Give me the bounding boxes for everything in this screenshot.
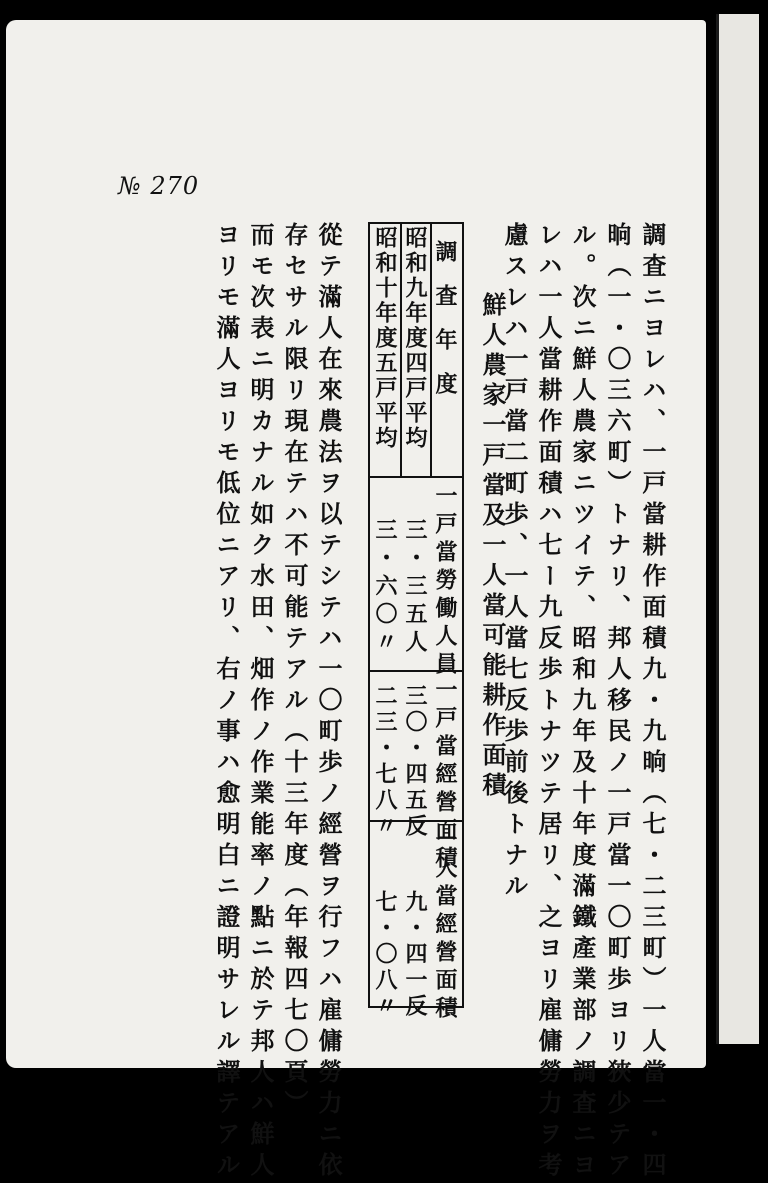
text-column: 晌（一・〇三六町）トナリ、邦人移民ノ一戸當一〇町歩ヨリ狹少テア bbox=[603, 222, 632, 1183]
table-cell: 二三・七八〃 bbox=[372, 684, 398, 840]
table-header: 一人當經營面積 bbox=[432, 828, 458, 1024]
table-cell: 三〇・四五反 bbox=[402, 684, 428, 840]
table-cell: 昭和九年度四戸平均 bbox=[402, 226, 428, 451]
table-caption: 鮮人農家一戸當及一人當可能耕作面積 bbox=[478, 292, 507, 802]
data-table bbox=[368, 222, 464, 1024]
table-cell: 七・〇八〃 bbox=[372, 890, 398, 1020]
table-rule bbox=[370, 476, 462, 478]
text-column: ヨリモ滿人ヨリモ低位ニアリ、右ノ事ハ愈明白ニ證明サレル譯テアル bbox=[212, 222, 241, 1183]
text-column: 慮スレハ一戸當二町歩、一人當七反歩前後トナル bbox=[500, 222, 529, 904]
text-column: 而モ次表ニ明カナル如ク水田、畑作ノ作業能率ノ點ニ於テ邦人ハ鮮人 bbox=[246, 222, 275, 1183]
text-column: ル。次ニ鮮人農家ニツイテ、昭和九年及十年度滿鐵產業部ノ調査ニヨ bbox=[568, 222, 597, 1183]
adjacent-page-edge bbox=[716, 14, 759, 1044]
text-column: 存セサル限リ現在テハ不可能テアル（十三年度（年報四七〇頁） bbox=[280, 222, 309, 1121]
table-header: 一戸當經營面積 bbox=[432, 678, 458, 874]
table-cell: 三・三五人 bbox=[402, 518, 428, 658]
table-header: 調査年度 bbox=[432, 240, 458, 416]
table-cell: 九・四一反 bbox=[402, 890, 428, 1020]
table-header: 一戸當勞働人員 bbox=[432, 484, 458, 680]
text-column: レハ一人當耕作面積ハ七ー九反歩トナツテ居リ、之ヨリ雇傭勞力ヲ考 bbox=[534, 222, 563, 1183]
table-cell: 昭和十年度五戸平均 bbox=[372, 226, 398, 451]
page-number: № 270 bbox=[118, 172, 200, 200]
text-column: 從テ滿人在來農法ヲ以テシテハ一〇町歩ノ經營ヲ行フハ雇傭勞力ニ依 bbox=[314, 222, 343, 1183]
table-rule bbox=[370, 222, 462, 224]
table-cell: 三・六〇〃 bbox=[372, 518, 398, 658]
text-column: 調査ニヨレハ、一戸當耕作面積九・九晌（七・二三町）一人當一・四 bbox=[638, 222, 667, 1183]
document-page bbox=[6, 20, 706, 1068]
